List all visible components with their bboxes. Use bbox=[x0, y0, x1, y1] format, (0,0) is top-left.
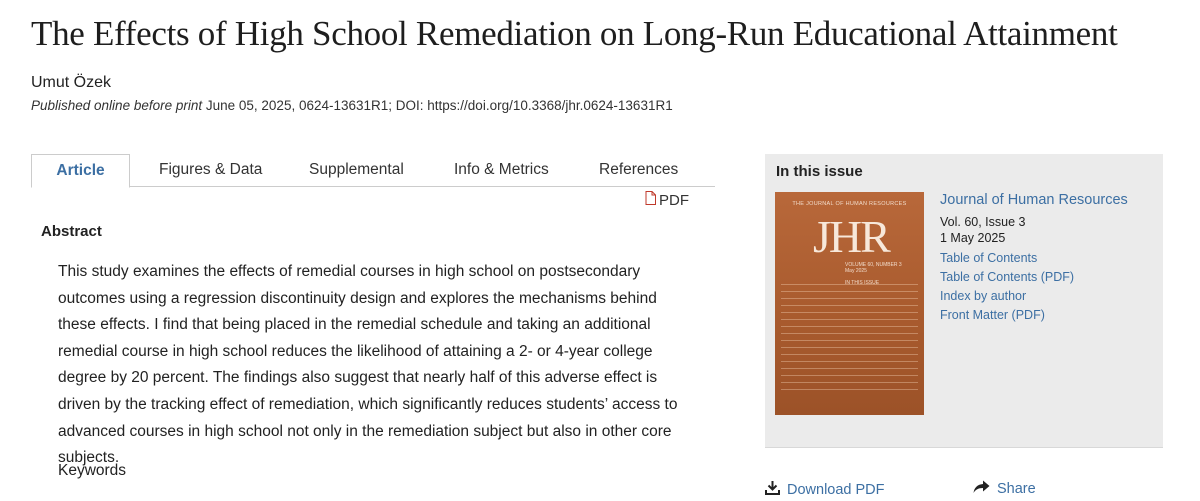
published-label: Published online before print bbox=[31, 98, 203, 113]
cover-volume-number: VOLUME 60, NUMBER 3 bbox=[845, 262, 902, 268]
download-pdf-button[interactable] bbox=[765, 480, 885, 499]
tab-references[interactable]: References bbox=[599, 161, 679, 178]
keywords-heading: Keywords bbox=[58, 462, 127, 479]
download-pdf-label: Download PDF bbox=[787, 481, 885, 498]
pdf-link[interactable] bbox=[645, 191, 689, 209]
download-icon bbox=[765, 480, 780, 499]
cover-contents-lines bbox=[781, 284, 918, 402]
pdf-link-label: PDF bbox=[659, 191, 689, 209]
tab-article[interactable]: Article bbox=[31, 154, 130, 188]
issue-date: 1 May 2025 bbox=[940, 231, 1006, 245]
cover-date: May 2025 bbox=[845, 268, 867, 274]
in-this-issue-heading: In this issue bbox=[776, 163, 863, 180]
article-tabs bbox=[31, 154, 715, 187]
journal-cover-image[interactable] bbox=[775, 192, 924, 415]
journal-name-link[interactable]: Journal of Human Resources bbox=[940, 192, 1128, 208]
issue-volume: Vol. 60, Issue 3 bbox=[940, 215, 1026, 229]
author-name[interactable]: Umut Özek bbox=[31, 74, 112, 91]
cover-logo: JHR bbox=[813, 211, 889, 262]
share-label: Share bbox=[997, 481, 1036, 497]
share-icon bbox=[973, 480, 990, 498]
abstract-heading: Abstract bbox=[41, 223, 102, 240]
tab-supplemental[interactable]: Supplemental bbox=[309, 161, 404, 178]
publication-details: June 05, 2025, 0624-13631R1; DOI: https://doi.org/10.3368/jhr.0624-13631R1 bbox=[202, 98, 673, 113]
share-button[interactable] bbox=[973, 480, 1036, 498]
front-matter-pdf-link[interactable]: Front Matter (PDF) bbox=[940, 308, 1045, 322]
cover-header: THE JOURNAL OF HUMAN RESOURCES bbox=[792, 201, 907, 207]
tab-info-metrics[interactable]: Info & Metrics bbox=[454, 161, 549, 178]
table-of-contents-link[interactable]: Table of Contents bbox=[940, 251, 1038, 265]
table-of-contents-pdf-link[interactable]: Table of Contents (PDF) bbox=[940, 270, 1075, 284]
tab-figures-data[interactable]: Figures & Data bbox=[159, 161, 263, 178]
pdf-file-icon bbox=[645, 191, 656, 209]
cover-in-this-issue: IN THIS ISSUE bbox=[845, 280, 880, 286]
index-by-author-link[interactable]: Index by author bbox=[940, 289, 1027, 303]
cover-volume bbox=[845, 262, 902, 286]
abstract-text: This study examines the effects of remedial courses in high school on postsecondary outcomes using a regression discontinuity design and explores the mechanisms behind these effects. I find that being placed in the remedial schedule and taking an additional remedial course in high school reduces the likelihood of attaining a 2- or 4-year college degree by 20 percent. The findings also suggest that nearly half of this adverse effect is driven by the tracking effect of remediation, which significantly reduces students’ access to advanced courses in high school not only in the remediation subject but also in other core subjects. bbox=[58, 263, 678, 467]
article-title: The Effects of High School Remediation on Long-Run Educational Attainment bbox=[31, 14, 1118, 53]
publication-info bbox=[31, 98, 673, 113]
in-this-issue-panel bbox=[765, 154, 1163, 448]
issue-links bbox=[940, 192, 1128, 325]
